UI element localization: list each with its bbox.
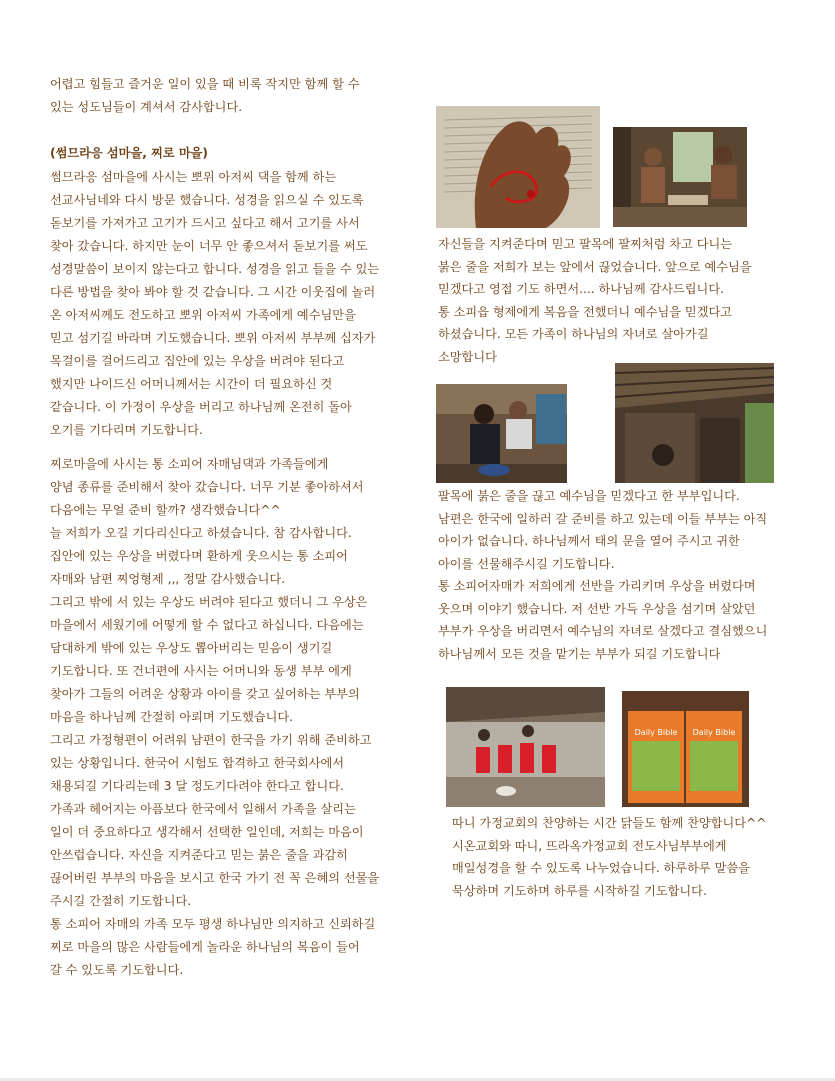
text-line: 따니 가정교회의 찬양하는 시간 닭들도 함께 찬양합니다^^ [452,816,767,830]
text-line: 믿고 섬기길 바라며 기도했습니다. 뽀위 아저씨 부부께 십자가 [50,331,376,345]
text-line: 어렵고 힘들고 즐거운 일이 있을 때 비록 작지만 함께 할 수 [50,77,360,91]
svg-text:Daily Bible: Daily Bible [634,728,678,737]
text-line: 그리고 밖에 서 있는 우상도 버려야 된다고 했더니 그 우상은 [50,595,368,609]
text-line: 찾아가 그들의 어려운 상황과 아이를 갖고 싶어하는 부부의 [50,687,360,701]
text-line: 온 아저씨께도 전도하고 뽀위 아저씨 가족에게 예수님만을 [50,308,356,322]
text-line: 부부가 우상을 버리면서 예수님의 자녀로 살겠다고 결심했으니 [438,624,768,638]
text-line: 있는 상황입니다. 한국어 시험도 합격하고 한국회사에서 [50,756,345,770]
text-line: 통 소피어자매가 저희에게 선반을 가리키며 우상을 버렸다며 [438,579,756,593]
text-line: 통 소피읍 형제에게 복음을 전했더니 예수님을 믿겠다고 [438,304,733,319]
photo-house-church-icon [446,687,605,807]
text-line: 다른 방법을 찾아 봐야 할 것 같습니다. 그 시간 이웃집에 놀러 [50,285,376,299]
text-line: 일이 더 중요하다고 생각해서 선택한 일인데, 저희는 마음이 [50,825,364,839]
photo-visit-house-icon [613,127,747,227]
text-line: 아이를 선물해주시길 기도합니다. [438,556,615,571]
caption-1 [438,233,752,368]
text-line: 주시길 간절히 기도합니다. [50,894,192,908]
section1-paragraph [50,166,379,442]
text-line: 붉은 줄을 저희가 보는 앞에서 끊었습니다. 앞으로 예수님을 [438,259,752,274]
text-line: 팔목에 붉은 줄을 끊고 예수님을 믿겠다고 한 부부입니다. [438,489,740,503]
text-line: 통 소피어 자매의 가족 모두 평생 하나님만 의지하고 신뢰하길 [50,917,376,931]
text-line: 찌로마을에 사시는 통 소피어 자매님댁과 가족들에게 [50,457,329,471]
photo-daily-bible-books-icon [622,691,749,807]
section2-paragraph [50,453,379,982]
text-line: 기도합니다. 또 건너편에 사시는 어머니와 동생 부부 에게 [50,664,352,678]
text-line: 웃으며 이야기 했습니다. 저 선반 가득 우상을 섬기며 살았던 [438,601,756,616]
text-line: 가족과 헤어지는 아픔보다 한국에서 일해서 가족을 살리는 [50,802,356,816]
text-line: 성경말씀이 보이지 않는다고 합니다. 성경을 읽고 들을 수 있는 [50,262,380,276]
text-line: 자매와 남편 찌엉형제 ,,, 정말 감사했습니다. [50,572,286,586]
photo-bible-red-string-icon [436,106,600,228]
text-line: 돋보기를 가져가고 고기가 드시고 싶다고 해서 고기를 사서 [50,216,360,230]
text-line: 목걸이를 걸어드리고 집안에 있는 우상을 버려야 된다고 [50,354,345,368]
text-line: 집안에 있는 우상을 버렸다며 환하게 웃으시는 통 소피어 [50,549,348,563]
photo-wooden-shelf-icon [615,363,774,483]
text-line: 갈 수 있도록 기도합니다. [50,963,184,977]
text-line: 다음에는 무얼 준비 할까? 생각했습니다^^ [50,503,281,517]
text-line: 시온교회와 따니, 뜨라옥가정교회 전도사님부부에게 [452,838,727,853]
text-line: 늘 저희가 오길 기다리신다고 하셨습니다. 참 감사합니다. [50,526,352,540]
text-line: 마을에서 세웠기에 어떻게 할 수 없다고 하십니다. 다음에는 [50,618,364,632]
text-line: 찌로 마을의 많은 사람들에게 놀라운 하나님의 복음이 들어 [50,940,360,954]
text-line: 같습니다. 이 가정이 우상을 버리고 하나님께 온전히 돌아 [50,400,352,414]
text-line: 그리고 가정형편이 어려워 남편이 한국을 가기 위해 준비하고 [50,733,372,747]
text-line: 믿겠다고 영접 기도 하면서.... 하나님께 감사드립니다. [438,282,724,296]
intro-paragraph [50,73,360,119]
text-line: 남편은 한국에 일하러 갈 준비를 하고 있는데 이들 부부는 아직 [438,511,768,526]
text-line: 양념 종류를 준비해서 찾아 갔습니다. 너무 기분 좋아하셔서 [50,480,364,494]
text-line: 오기를 기다리며 기도합니다. [50,423,203,437]
text-line: 매일성경을 할 수 있도록 나누었습니다. 하루하루 말씀을 [452,861,750,875]
svg-text:Daily Bible: Daily Bible [692,728,736,737]
caption-3 [452,812,766,902]
text-line: 묵상하며 기도하며 하루를 시작하길 기도합니다. [452,883,707,898]
text-line: 하나님께서 모든 것을 맡기는 부부가 되길 기도합니다 [438,646,721,661]
section-heading [50,142,208,165]
text-line: 안쓰럽습니다. 자신을 지켜준다고 믿는 붉은 줄을 과감히 [50,848,348,862]
text-line: 했지만 나이드신 어머니께서는 시간이 더 필요하신 것 [50,377,333,391]
photo-couple-praying-icon [436,384,567,483]
text-line: 마음을 하나님께 간절히 아뢰며 기도했습니다. [50,710,294,724]
heading-text: (썸므라응 섬마을, 찌로 마을) [50,146,209,160]
text-line: 담대하게 밖에 있는 우상도 뽑아버리는 믿음이 생기길 [50,641,333,655]
text-line: 있는 성도님들이 계셔서 감사합니다. [50,100,243,114]
text-line: 끊어버린 부부의 마음을 보시고 한국 가기 전 꼭 은혜의 선물을 [50,871,380,885]
text-line: 썸므라응 섬마을에 사시는 뽀위 아저씨 댁을 함께 하는 [50,170,337,184]
text-line: 선교사님네와 다시 방문 했습니다. 성경을 읽으실 수 있도록 [50,193,364,207]
text-line: 채용되길 기다리는데 3 달 정도기다려야 한다고 합니다. [50,779,344,793]
text-line: 소망합니다 [438,349,497,364]
text-line: 하셨습니다. 모든 가족이 하나님의 자녀로 살아가길 [438,327,709,341]
text-line: 아이가 없습니다. 하나님께서 태의 문을 열어 주시고 귀한 [438,534,740,548]
text-line: 찾아 갔습니다. 하지만 눈이 너무 안 좋으셔서 돋보기를 써도 [50,239,368,253]
text-line: 자신들을 지켜준다며 믿고 팔목에 팔찌처럼 차고 다니는 [438,237,733,251]
caption-2 [438,485,767,665]
